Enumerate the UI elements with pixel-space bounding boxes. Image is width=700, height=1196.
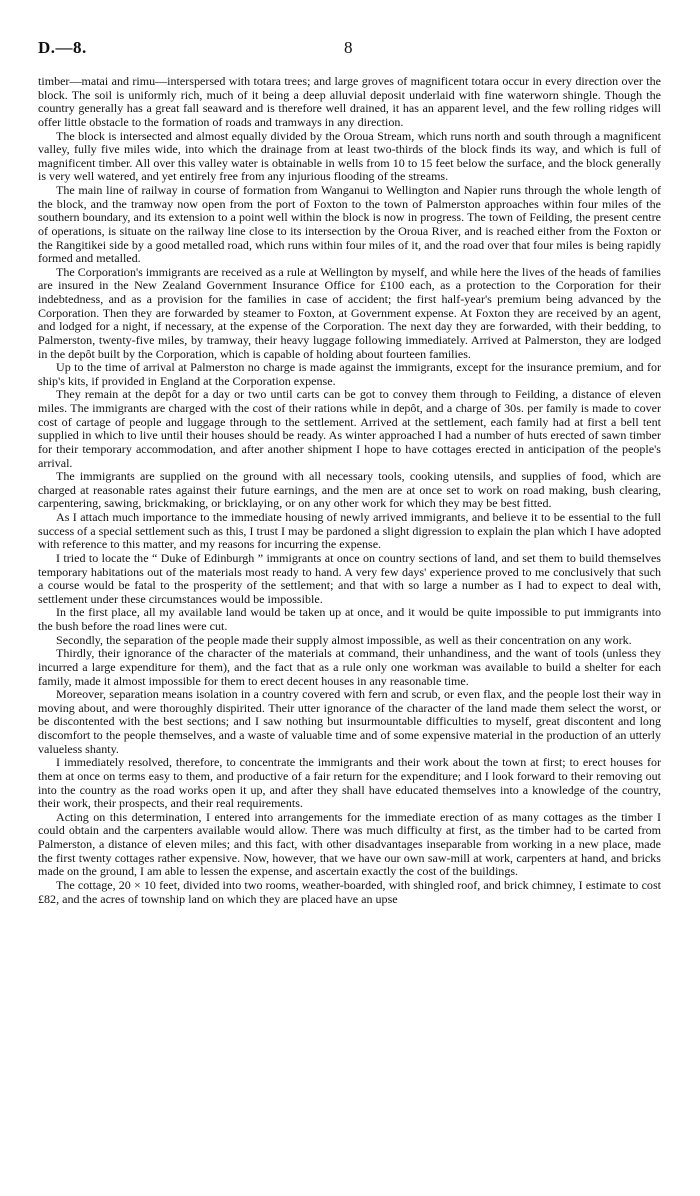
- paragraph: timber—matai and rimu—interspersed with totara trees; and large groves of magnificent totara occur in every direction over the block. The soil is uniformly rich, much of it being a deep alluvial deposit underlaid with fine waterworn shingle. Though the country generally has a great fall seaward and is therefore well drained, it has an apparent level, and the few rolling ridges will offer little obstacle to the formation of roads and tramways in any direction.: [38, 74, 661, 129]
- paragraph: Thirdly, their ignorance of the character of the materials at command, their unhandiness, and the want of tools (unless they incurred a large expenditure for them), and the fact that as a rule only one workman was available to build a shelter for each family, made it almost impossible for them to erect decent houses in any reasonable time.: [38, 646, 661, 688]
- paragraph: Up to the time of arrival at Palmerston no charge is made against the immigrants, except for the insurance premium, and for ship's kits, if provided in England at the Corporation expense.: [38, 360, 661, 388]
- paragraph: As I attach much importance to the immediate housing of newly arrived immigrants, and believe it to be essential to the full success of a special settlement such as this, I trust I may be pardoned a slight digression to explain the plan which I have adopted with reference to this matter, and my reasons for incurring the expense.: [38, 510, 661, 552]
- paragraph: I tried to locate the “ Duke of Edinburgh ” immigrants at once on country sections of land, and set them to build themselves temporary habitations out of the materials most ready to hand. A very few days' experience proved to me conclusively that such a course would be fatal to the prosperity of the settlement; and that with so large a number as I had to expect to deal with, settlement under these circumstances would be impossible.: [38, 550, 661, 606]
- paragraph: The block is intersected and almost equally divided by the Oroua Stream, which runs north and south through a magnificent valley, fully five miles wide, into which the drainage from at least two-thirds of the block finds its way, and which is full of magnificent timber. All over this valley water is obtainable in wells from 10 to 15 feet below the surface, and the block generally is very well watered, and yet entirely free from any injurious flooding of the streams.: [38, 128, 661, 184]
- paragraph: The main line of railway in course of formation from Wanganui to Wellington and Napier runs through the whole length of the block, and the tramway now open from the port of Foxton to the town of Palmerston approaches within four miles of the southern boundary, and its extension to a point well within the block is now in progress. The town of Feilding, the present centre of operations, is situate on the railway line close to its intersection by the Oroua River, and is reached either from the Foxton or the Rangitikei side by a good metalled road, which runs within four miles of it, and the road over that four miles is being rapidly formed and metalled.: [38, 183, 661, 266]
- body-text: [38, 75, 661, 906]
- paragraph: The Corporation's immigrants are received as a rule at Wellington by myself, and while here the lives of the heads of families are insured in the New Zealand Government Insurance Office for £100 each, as a protection to the Corporation for their indebtedness, and as a provision for the families in case of accident; the first half-year's premium being advanced by the Corporation. Then they are forwarded by steamer to Foxton, at Government expense. At Foxton they are received by an agent, and lodged for a night, if necessary, at the expense of the Corporation. The next day they are forwarded, with their bedding, to Palmerston, twenty-five miles, by tramway, their heavy luggage following immediately. Arrived at Palmerston, they are lodged in the depôt built by the Corporation, which is capable of holding about fourteen families.: [38, 264, 661, 361]
- paragraph: I immediately resolved, therefore, to concentrate the immigrants and their work about the town at first; to erect houses for them at once on terms easy to them, and productive of a fair return for the expenditure; and I look forward to their removing out into the country as the road works open it up, and after they shall have educated themselves into a knowledge of the country, their work, their prospects, and their real requirements.: [38, 755, 661, 811]
- document-reference: D.—8.: [38, 38, 87, 57]
- page-number: 8: [344, 38, 353, 57]
- paragraph: The cottage, 20 × 10 feet, divided into two rooms, weather-boarded, with shingled roof, and brick chimney, I estimate to cost £82, and the acres of township land on which they are placed have an upse: [38, 877, 661, 906]
- paragraph: Moreover, separation means isolation in a country covered with fern and scrub, or even flax, and the people lost their way in moving about, and were thoroughly dispirited. Their utter ignorance of the character of the land made them select the worst, or be discontented with the best sections; and I saw nothing but insurmountable difficulties to myself, great discontent and long discomfort to the people themselves, and a waste of valuable time and of some expensive material in the production of an utterly valueless shanty.: [38, 687, 661, 756]
- paragraph: They remain at the depôt for a day or two until carts can be got to convey them through to Feilding, a distance of eleven miles. The immigrants are charged with the cost of their rations while in depôt, and a charge of 30s. per family is made to cover cost of cartage of people and luggage through to the settlement. Arrived at the settlement, each family had at first a bell tent supplied in which to live until their houses should be ready. As winter approached I had a number of huts erected of sawn timber for their temporary accommodation, and after another shipment I hope to have cottages erected in anticipation of the people's arrival.: [38, 387, 661, 470]
- paragraph: The immigrants are supplied on the ground with all necessary tools, cooking utensils, and supplies of food, which are charged at reasonable rates against their future earnings, and the men are at once set to work on road making, bush clearing, carpentering, sawing, brickmaking, or bricklaying, or on any other work for which they may be best fitted.: [38, 469, 661, 511]
- paragraph: Acting on this determination, I entered into arrangements for the immediate erection of as many cottages as the timber I could obtain and the carpenters available would allow. There was much difficulty at first, as the timber had to be carted from Palmerston, a distance of eleven miles; and this fact, with other disadvantages inseparable from working in a new place, made the first twenty cottages rather expensive. Now, however, that we have our own saw-mill at work, carpenters at hand, and bricks made on the ground, I am able to lessen the expense, and ascertain exactly the cost of the buildings.: [38, 809, 661, 879]
- paragraph: In the first place, all my available land would be taken up at once, and it would be quite impossible to put immigrants into the bush before the road lines were cut.: [38, 605, 661, 633]
- paragraph: Secondly, the separation of the people made their supply almost impossible, as well as their concentration on any work.: [56, 632, 632, 647]
